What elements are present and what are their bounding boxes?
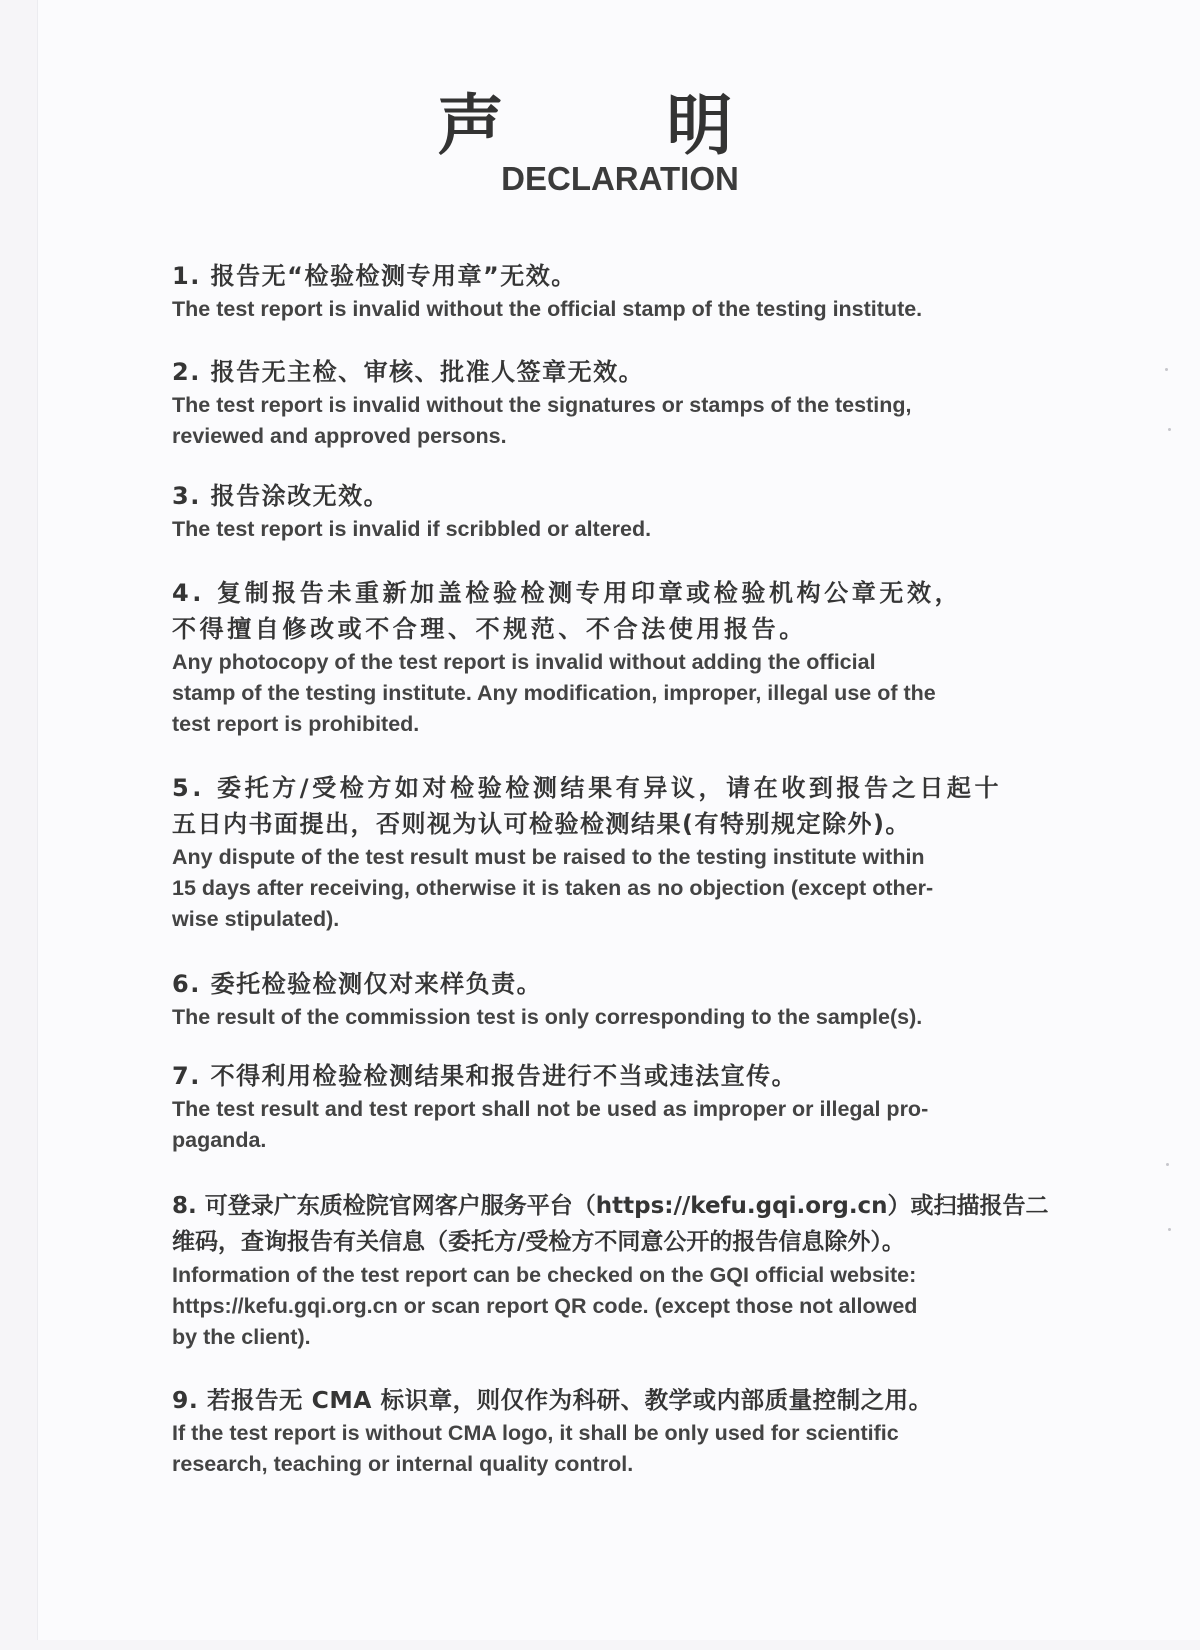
item-chinese-line: 9. 若报告无 CMA 标识章，则仅作为科研、教学或内部质量控制之用。: [172, 1386, 933, 1414]
scan-speck: [1165, 368, 1168, 371]
item-english-line: The test report is invalid without the official stamp of the testing institute.: [172, 297, 923, 321]
declaration-item-5: [172, 770, 1072, 935]
item-english-line: If the test report is without CMA logo, it shall be only used for scientific: [172, 1421, 899, 1445]
item-chinese-line: 维码，查询报告有关信息（委托方/受检方不同意公开的报告信息除外）。: [172, 1229, 905, 1255]
item-english-line: Information of the test report can be checked on the GQI official website:: [172, 1263, 917, 1287]
declaration-item-1: [172, 258, 1072, 325]
item-english-line: research, teaching or internal quality control.: [172, 1452, 634, 1476]
item-english-line: wise stipulated).: [172, 907, 340, 931]
scan-speck: [1166, 1163, 1169, 1166]
item-english-line: Any dispute of the test result must be raised to the testing institute within: [172, 845, 925, 869]
declaration-item-2: [172, 354, 1072, 452]
item-english-line: The test result and test report shall not be used as improper or illegal pro-: [172, 1097, 929, 1121]
item-english-line: reviewed and approved persons.: [172, 424, 507, 448]
item-chinese-line: 1. 报告无“检验检测专用章”无效。: [172, 262, 577, 290]
item-english-line: https://kefu.gqi.org.cn or scan report QR code. (except those not allowed: [172, 1294, 918, 1318]
item-english-line: by the client).: [172, 1325, 311, 1349]
item-english-line: test report is prohibited.: [172, 712, 420, 736]
item-english-line: stamp of the testing institute. Any modification, improper, illegal use of the: [172, 681, 936, 705]
page-title-english: DECLARATION: [501, 160, 739, 197]
item-english-line: The result of the commission test is only corresponding to the sample(s).: [172, 1005, 923, 1029]
item-chinese-line: 7. 不得利用检验检测结果和报告进行不当或违法宣传。: [172, 1062, 798, 1090]
item-chinese-line: 4. 复制报告未重新加盖检验检测专用印章或检验机构公章无效，: [172, 579, 963, 607]
item-chinese-line: 不得擅自修改或不合理、不规范、不合法使用报告。: [172, 615, 807, 643]
declaration-item-9: [172, 1382, 1072, 1480]
item-chinese-line: 五日内书面提出，否则视为认可检验检测结果(有特别规定除外)。: [172, 810, 911, 838]
declaration-item-3: [172, 478, 1072, 545]
item-english-line: The test report is invalid without the signatures or stamps of the testing,: [172, 393, 912, 417]
item-english-line: The test report is invalid if scribbled or altered.: [172, 517, 652, 541]
item-english-line: paganda.: [172, 1128, 267, 1152]
item-chinese-line: 2. 报告无主检、审核、批准人签章无效。: [172, 358, 645, 386]
item-english-line: Any photocopy of the test report is invalid without adding the official: [172, 650, 876, 674]
item-chinese-line: 3. 报告涂改无效。: [172, 482, 390, 510]
declaration-item-7: [172, 1058, 1072, 1156]
scan-speck: [1168, 1228, 1171, 1231]
declaration-item-8: [172, 1188, 1072, 1353]
scan-speck: [1168, 428, 1171, 431]
declaration-item-6: [172, 966, 1072, 1033]
item-chinese-line: 6. 委托检验检测仅对来样负责。: [172, 970, 543, 998]
item-english-line: 15 days after receiving, otherwise it is taken as no objection (except other-: [172, 876, 934, 900]
item-chinese-line: 8. 可登录广东质检院官网客户服务平台（https://kefu.gqi.org.cn）或扫描报告二: [172, 1193, 1049, 1219]
item-chinese-line: 5. 委托方/受检方如对检验检测结果有异议，请在收到报告之日起十: [172, 774, 1003, 802]
declaration-item-4: [172, 575, 1072, 740]
page-title-chinese: 声 明: [437, 87, 803, 164]
